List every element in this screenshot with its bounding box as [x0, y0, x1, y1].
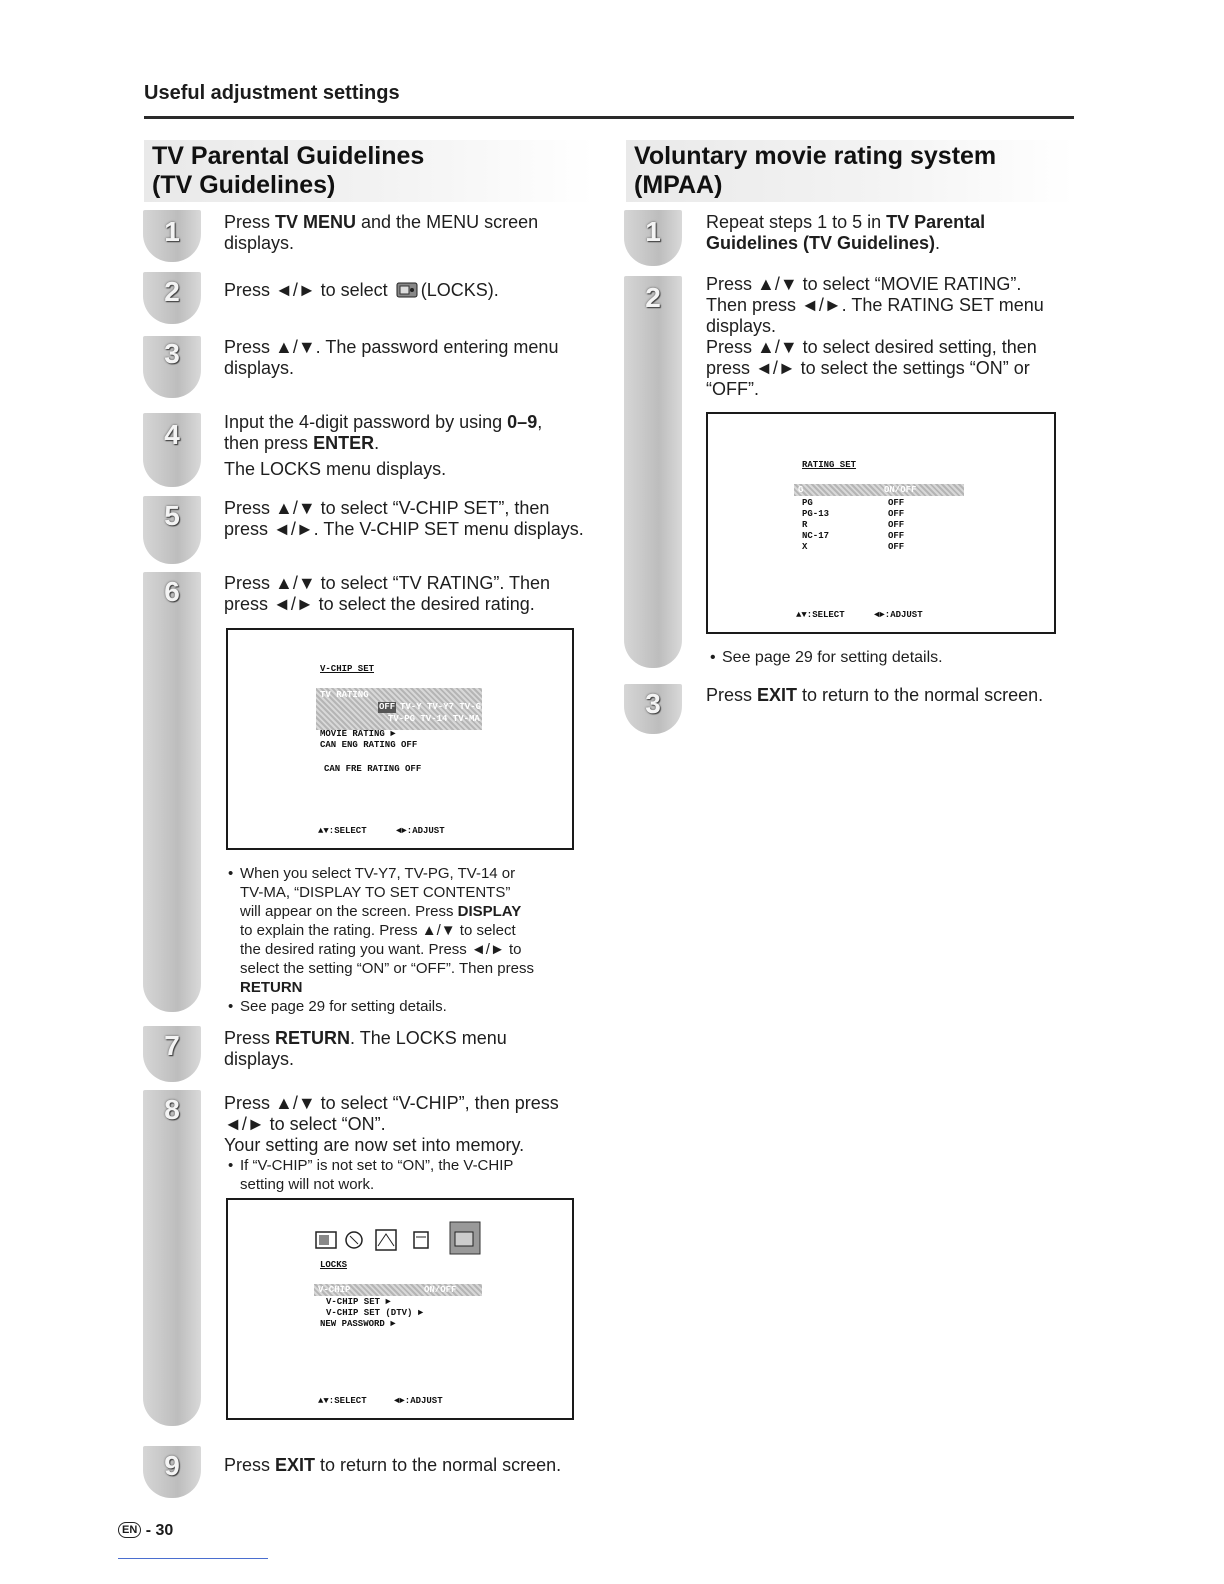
- adjust-hint: ◄►:ADJUST: [394, 1396, 443, 1406]
- ratings-line-1: TV-Y TV-Y7 TV-G: [400, 702, 482, 712]
- step-number: 2: [164, 276, 180, 307]
- can-fre-row: CAN FRE RATING OFF: [324, 764, 422, 774]
- off-value: OFF: [379, 702, 396, 712]
- step-number: 5: [164, 500, 180, 531]
- left-title-line1: TV Parental Guidelines: [152, 142, 425, 170]
- select-hint: ▲▼:SELECT: [796, 610, 845, 620]
- right-step-2-note: • See page 29 for setting details.: [710, 649, 943, 666]
- step-tab-5: [143, 496, 201, 564]
- step-tab-8: [143, 1090, 201, 1426]
- step-number: 3: [164, 338, 180, 369]
- vchip-set-row: V-CHIP SET ►: [326, 1297, 391, 1307]
- step-2-text: Press ◄/► to select (LOCKS).: [224, 280, 499, 300]
- locks-screen: [226, 1198, 574, 1420]
- rating-row-label: G: [798, 485, 804, 495]
- step-tab-7: [143, 1026, 201, 1082]
- step-tab-1: [143, 210, 201, 262]
- rating-row-value: OFF: [888, 520, 905, 530]
- rating-row-value: OFF: [888, 531, 905, 541]
- rating-row-label: NC-17: [802, 531, 830, 541]
- step-number: 9: [164, 1450, 180, 1481]
- vchip-set-dtv-row: V-CHIP SET (DTV) ►: [326, 1308, 424, 1318]
- left-title-box: [144, 140, 594, 202]
- step-number: 3: [645, 688, 661, 719]
- right-title-box: [626, 140, 1074, 202]
- step-4-text: Input the 4-digit password by using 0–9, then press ENTER. The LOCKS menu displays.: [224, 412, 543, 479]
- highlight-bar: [794, 484, 964, 496]
- right-title-line1: Voluntary movie rating system: [634, 142, 997, 170]
- rating-row-value: ON/OFF: [884, 485, 917, 495]
- rating-row-label: X: [802, 542, 808, 552]
- step-number: 1: [164, 216, 180, 247]
- locks-icon: [396, 281, 418, 299]
- rating-row-label: PG: [802, 498, 813, 508]
- locks-title: LOCKS: [320, 1260, 348, 1270]
- rating-row-label: PG-13: [802, 509, 830, 519]
- rating-row-label: R: [802, 520, 808, 530]
- vchip-label: V-CHIP: [318, 1285, 351, 1295]
- step-tab-3: [143, 336, 201, 398]
- header-rule: [144, 116, 1074, 119]
- ratings-line-2: TV-PG TV-14 TV-MA: [388, 714, 480, 724]
- step-number: 4: [164, 419, 180, 450]
- right-step-tab-3: [624, 684, 682, 734]
- can-eng-row: CAN ENG RATING OFF: [320, 740, 418, 750]
- rating-row-value: OFF: [888, 509, 905, 519]
- left-title-line2: (TV Guidelines): [152, 171, 336, 199]
- section-header: Useful adjustment settings: [144, 82, 400, 104]
- footer-line: [118, 1558, 268, 1559]
- step-tab-4: [143, 413, 201, 487]
- rating-set-screen: [706, 412, 1056, 634]
- rating-row-value: OFF: [888, 542, 905, 552]
- page-number: - 30: [145, 1522, 174, 1539]
- step-tab-9: [143, 1446, 201, 1498]
- step-3-text: Press ▲/▼. The password entering menu displays.: [224, 337, 559, 378]
- menu-icon-row: [314, 1220, 484, 1256]
- page-footer: [118, 1522, 173, 1540]
- right-step-1-text: Repeat steps 1 to 5 in TV Parental Guidelines (TV Guidelines).: [706, 212, 986, 253]
- step-5-text: Press ▲/▼ to select “V-CHIP SET”, then press ◄/►. The V-CHIP SET menu displays.: [224, 498, 584, 539]
- select-hint: ▲▼:SELECT: [318, 826, 367, 836]
- step-9-text: Press EXIT to return to the normal screen.: [224, 1455, 562, 1475]
- rating-row-value: OFF: [888, 498, 905, 508]
- step-tab-6: [143, 572, 201, 1012]
- step-tab-2: [143, 272, 201, 324]
- right-step-tab-1: [624, 210, 682, 266]
- rating-title: RATING SET: [802, 460, 857, 470]
- vchip-onoff: ON/OFF: [424, 1285, 457, 1295]
- step-8-note: • If “V-CHIP” is not set to “ON”, the V-CHIP setting will not work.: [228, 1157, 514, 1193]
- screen-title: V-CHIP SET: [320, 664, 375, 674]
- adjust-hint: ◄►:ADJUST: [396, 826, 445, 836]
- movie-rating-row: MOVIE RATING ►: [320, 729, 396, 739]
- adjust-hint: ◄►:ADJUST: [874, 610, 923, 620]
- tv-rating-label: TV RATING: [320, 690, 369, 700]
- step-6-text: Press ▲/▼ to select “TV RATING”. Then press ◄/► to select the desired rating.: [224, 573, 551, 614]
- right-step-2-text: Press ▲/▼ to select “MOVIE RATING”. Then press ◄/►. The RATING SET menu displays. Press ▲/▼ to select desired setting, then press ◄/► to select the settings “ON” or “OFF”.: [706, 274, 1044, 399]
- select-hint: ▲▼:SELECT: [318, 1396, 367, 1406]
- language-badge: EN: [118, 1522, 141, 1538]
- right-step-tab-2: [624, 276, 682, 668]
- step-8-text: Press ▲/▼ to select “V-CHIP”, then press ◄/► to select “ON”. Your setting are now set into memory.: [224, 1093, 559, 1155]
- step-number: 1: [645, 216, 661, 247]
- new-password-row: NEW PASSWORD ►: [320, 1319, 396, 1329]
- step-number: 2: [645, 282, 661, 313]
- step-7-text: Press RETURN. The LOCKS menu displays.: [224, 1028, 507, 1069]
- vchip-set-screen: [226, 628, 574, 850]
- right-title-line2: (MPAA): [634, 171, 723, 199]
- step-number: 7: [164, 1030, 180, 1061]
- step-number: 8: [164, 1094, 180, 1125]
- step-6-notes: • When you select TV-Y7, TV-PG, TV-14 or TV-MA, “DISPLAY TO SET CONTENTS” will appear on the screen. Press DISPLAY to explain the rating. Press ▲/▼ to select the desired rating you want. Press ◄/► to select the setting “ON” or “OFF”. Then press RETURN • See page 29 for setting details.: [228, 865, 534, 1015]
- right-step-3-text: Press EXIT to return to the normal screen.: [706, 685, 1044, 705]
- step-1-text: Press TV MENU and the MENU screen displays.: [224, 212, 539, 253]
- step-number: 6: [164, 576, 180, 607]
